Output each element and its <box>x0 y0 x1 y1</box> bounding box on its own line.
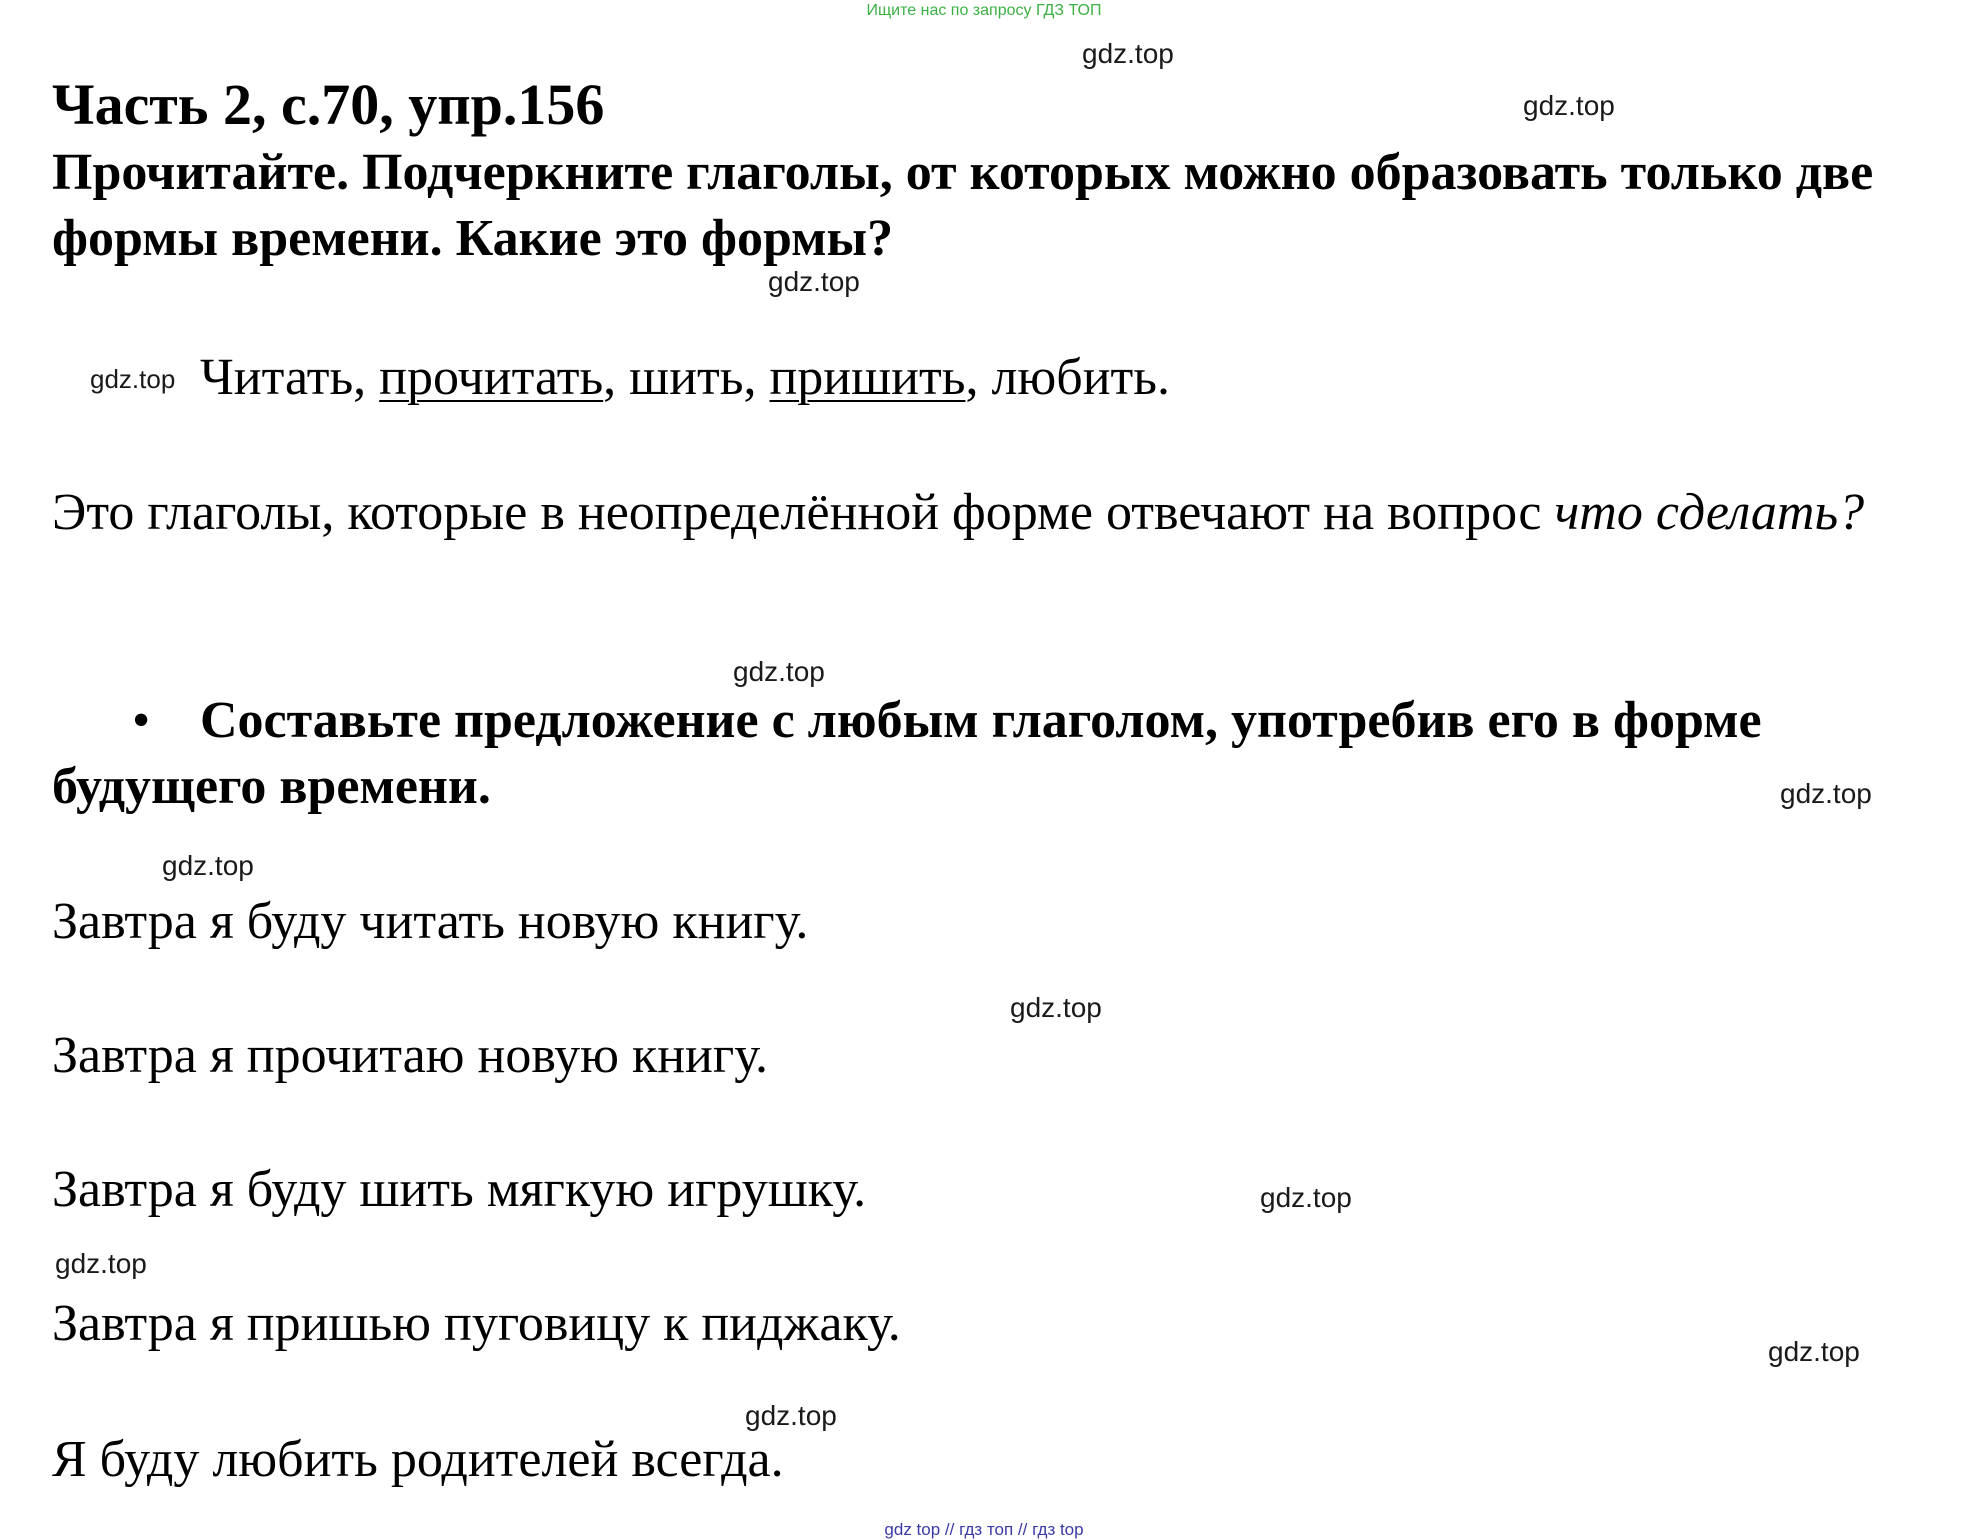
sentence-4: Завтра я пришью пуговицу к пиджаку. <box>52 1295 901 1352</box>
verb-list-end: . <box>1156 349 1170 406</box>
bullet-icon: • <box>132 692 151 749</box>
verb-separator: , <box>965 349 992 406</box>
watermark: gdz.top <box>90 364 176 394</box>
watermark: gdz.top <box>1260 1182 1352 1213</box>
verb-lyubit: любить <box>991 349 1157 406</box>
footer-watermark: gdz top // гдз топ // гдз top <box>884 1520 1084 1539</box>
watermark: gdz.top <box>162 850 254 881</box>
sentence-3: Завтра я буду шить мягкую игрушку. <box>52 1161 867 1218</box>
explanation-text: Это глаголы, которые в неопределённой форме отвечают на вопрос <box>52 484 1555 541</box>
explanation-paragraph <box>52 478 1912 548</box>
verb-prochitat-underlined: прочитать <box>379 349 604 406</box>
bullet-task-text: Составьте предложение с любым глаголом, употребив его в форме будущего времени. <box>52 692 1762 815</box>
verb-separator: , <box>353 349 380 406</box>
sentence-1: Завтра я буду читать новую книгу. <box>52 893 809 950</box>
task-text: Прочитайте. Подчеркните глаголы, от которых можно образовать только две формы времени. Какие это формы? <box>52 144 1874 267</box>
verb-prishit-underlined: пришить <box>769 349 966 406</box>
verb-list <box>200 346 1170 410</box>
watermark: gdz.top <box>1523 90 1615 121</box>
watermark: gdz.top <box>768 266 860 297</box>
bullet-task <box>52 688 1912 820</box>
top-banner: Ищите нас по запросу ГДЗ ТОП <box>866 2 1102 19</box>
watermark: gdz.top <box>1082 38 1174 69</box>
verb-shit: шить <box>629 349 744 406</box>
explanation-question: что сделать? <box>1554 484 1865 541</box>
page-title: Часть 2, с.70, упр.156 <box>52 72 605 137</box>
watermark: gdz.top <box>745 1400 837 1431</box>
verb-separator: , <box>743 349 770 406</box>
watermark: gdz.top <box>1768 1336 1860 1367</box>
sentence-2: Завтра я прочитаю новую книгу. <box>52 1027 768 1084</box>
watermark: gdz.top <box>1780 778 1872 809</box>
watermark: gdz.top <box>55 1248 147 1279</box>
watermark: gdz.top <box>1010 992 1102 1023</box>
verb-chitat: Читать <box>200 349 354 406</box>
verb-separator: , <box>603 349 630 406</box>
sentence-5: Я буду любить родителей всегда. <box>52 1431 784 1488</box>
watermark: gdz.top <box>733 656 825 687</box>
